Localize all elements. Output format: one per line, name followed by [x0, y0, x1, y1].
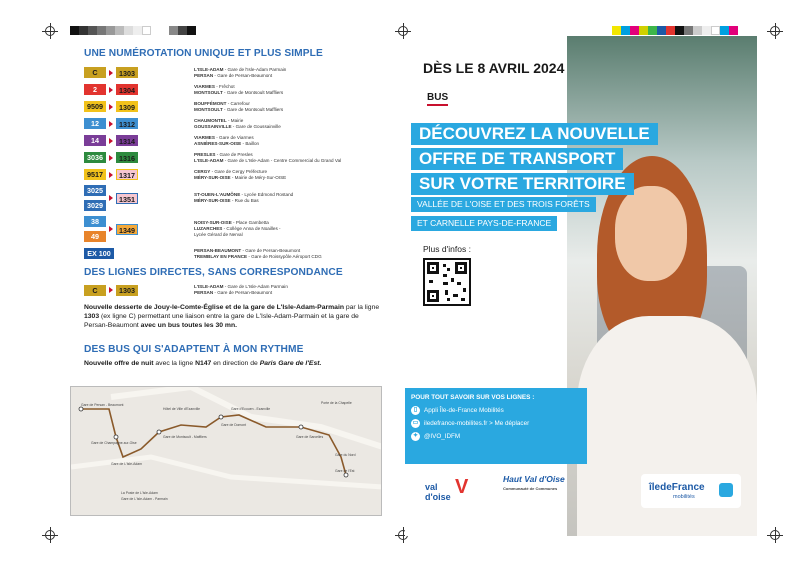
- line-stops: ST-OUEN-L'AUMÔNE - Lycée Edmond Rostand MÉRY-SUR-OISE - Rue du Bas: [194, 192, 294, 203]
- night-offer-text: Nouvelle offre de nuit avec la ligne N147 en direction de Paris Gare de l'Est.: [84, 360, 322, 367]
- new-line-badge: 1309: [116, 101, 138, 112]
- arrow-icon: [109, 195, 113, 201]
- map-label: Gare de Domont: [221, 423, 247, 427]
- line-row: [84, 117, 384, 131]
- info-box: [405, 388, 587, 464]
- headline-line: OFFRE DE TRANSPORT: [411, 148, 623, 170]
- map-label: Gare de Montsoult - Maffliers: [163, 435, 207, 439]
- new-line-badge: 1303: [116, 285, 138, 296]
- line-row: [84, 134, 384, 148]
- direct-stops: L'ISLE-ADAM - Gare de L'Isle-Adam Parmain PERSAN - Gare de Persan-Beaumont: [194, 284, 288, 296]
- line-stops: VIARMES - Gare de Viarmes ASNIÈRES-SUR-OISE - Baillon: [194, 134, 260, 146]
- crop-mark-bottom-left: [45, 530, 55, 540]
- arrow-icon: [109, 155, 113, 161]
- line-row: [84, 151, 384, 165]
- computer-icon: ▭: [412, 420, 419, 426]
- crop-mark-top-right: [770, 26, 780, 36]
- old-line-badge: 2: [84, 84, 106, 95]
- line-row: [84, 66, 384, 80]
- color-calibration-bar-left: [70, 26, 196, 35]
- map-label: La Poste de L'Isle-Adam: [121, 491, 158, 495]
- line-stops: CERGY - Gare de Cergy Préfecture MÉRY-SUR-OISE - Mairie de Méry-Sur-OISE: [194, 168, 287, 180]
- line-stops: CHAUMONTEL - Mairie GOUSSAINVILLE - Gare de Goussainville: [194, 117, 281, 129]
- map-label: Gare de l'Est: [335, 469, 355, 473]
- phone-icon: ▯: [411, 406, 420, 415]
- section-title-numbering: UNE NUMÉROTATION UNIQUE ET PLUS SIMPLE: [84, 48, 323, 59]
- twitter-icon: ✦: [412, 433, 419, 439]
- arrow-icon: [109, 287, 113, 293]
- new-line-badge: 1312: [116, 118, 138, 129]
- subheadline-line: VALLÉE DE L'OISE ET DES TROIS FORÊTS: [411, 197, 596, 212]
- website-link[interactable]: ▭ iledefrance-mobilites.fr > Me déplacer: [412, 420, 530, 427]
- old-line-badge: 12: [84, 118, 106, 129]
- map-label: Gare de Persan - Beaumont: [81, 403, 124, 407]
- direct-line-row: [84, 284, 384, 298]
- section-title-rhythm: DES BUS QUI S'ADAPTENT À MON RYTHME: [84, 344, 304, 355]
- old-line-badge: 9509: [84, 101, 106, 112]
- more-info-label: Plus d'infos :: [423, 244, 471, 254]
- line-stops: PERSAN-BEAUMONT - Gare de Persan-Beaumont TREMBLAY EN FRANCE - Gare de Roissypôle Aéroport CDG: [194, 247, 322, 259]
- old-line-badge: 49: [84, 231, 106, 242]
- line-row: [84, 247, 384, 261]
- color-calibration-bar-right: [612, 26, 738, 35]
- line-stops: PRESLES - Gare de Presles L'ISLE-ADAM - Gare de L'Isle-Adam - Centre Commercial du Grand Val: [194, 151, 342, 163]
- old-line-badge: C: [84, 67, 106, 78]
- arrow-icon: [109, 226, 113, 232]
- right-panel-cover: [405, 36, 757, 536]
- section-title-direct: DES LIGNES DIRECTES, SANS CORRESPONDANCE: [84, 266, 343, 278]
- new-line-badge: 1317: [116, 169, 138, 180]
- info-box-title: POUR TOUT SAVOIR SUR VOS LIGNES :: [411, 394, 535, 401]
- twitter-link[interactable]: ✦ @IVO_IDFM: [412, 433, 461, 440]
- new-line-badge: 1316: [116, 152, 138, 163]
- line-row: [84, 216, 384, 242]
- line-row: [84, 83, 384, 97]
- headline: [411, 123, 658, 198]
- arrow-icon: [109, 121, 113, 127]
- person-icon: [719, 483, 733, 497]
- line-stops: VIARMES - Frêchot MONTSOULT - Gare de Montsoult Maffliers: [194, 83, 284, 95]
- line-list: [84, 66, 384, 261]
- line-row: [84, 100, 384, 114]
- direct-description: Nouvelle desserte de Jouy-le-Comte-Église et de la gare de L'Isle-Adam-Parmain par la ligne 1303 (ex ligne C) permettant une liaison entre la gare de L'Isle-Adam-Parmain et la gare de Persan-Beaumont avec un bus toutes les 30 mn.: [84, 304, 380, 329]
- subheadline-line: ET CARNELLE PAYS-DE-FRANCE: [411, 216, 557, 231]
- arrow-icon: [109, 172, 113, 178]
- new-line-badge: 1303: [116, 67, 138, 78]
- old-line-badge: 38: [84, 216, 106, 227]
- iledefrance-mobilites-logo: îledeFrance mobilités: [641, 474, 741, 508]
- map-label: Gare de Champagne-sur-Oise: [91, 441, 137, 445]
- new-line-badge: 1349: [116, 224, 138, 235]
- woman-with-map-photo: [567, 36, 757, 536]
- map-label: Porte de la Chapelle: [321, 401, 352, 405]
- old-line-badge: C: [84, 285, 106, 296]
- old-line-badge: 3036: [84, 152, 106, 163]
- val-doise-logo: val d'oise V: [421, 472, 483, 510]
- map-label: Gare de L'Isle-Adam: [111, 462, 142, 466]
- new-line-badge: 1314: [116, 135, 138, 146]
- mode-label: BUS: [427, 92, 448, 106]
- map-label: Gare du Nord: [335, 453, 356, 457]
- subheadline: [411, 197, 596, 235]
- map-label: Gare de Sarcelles: [296, 435, 324, 439]
- old-line-badge: 9517: [84, 169, 106, 180]
- partner-logos: [421, 466, 731, 516]
- old-line-badge: EX 100: [84, 248, 114, 259]
- arrow-icon: [109, 87, 113, 93]
- haut-val-doise-logo: Haut Val d'Oise Communauté de Communes: [503, 474, 565, 491]
- crop-mark-bottom-right: [770, 530, 780, 540]
- arrow-icon: [109, 138, 113, 144]
- line-stops: BOUFFÉMONT - Carrefour MONTSOULT - Gare de Montsoult Maffliers: [194, 100, 284, 112]
- old-line-badge: 3029: [84, 200, 106, 211]
- qr-code-icon[interactable]: [423, 258, 471, 306]
- crop-mark-top-left: [45, 26, 55, 36]
- app-link[interactable]: ▯ Appli Île-de-France Mobilités: [411, 406, 581, 415]
- old-line-badge: 14: [84, 135, 106, 146]
- line-row: [84, 168, 384, 182]
- line-row: [84, 185, 384, 211]
- crop-mark-top-center: [398, 26, 408, 36]
- line-stops: L'ISLE-ADAM - Gare de l'Isle-Adam Parmain PERSAN - Gare de Persan-Beaumont: [194, 66, 287, 78]
- headline-line: SUR VOTRE TERRITOIRE: [411, 173, 634, 195]
- arrow-icon: [109, 104, 113, 110]
- new-line-badge: 1304: [116, 84, 138, 95]
- map-label: Hôtel de Ville d'Ezanville: [163, 407, 200, 411]
- old-line-badge: 3025: [84, 185, 106, 196]
- start-date: DÈS LE 8 AVRIL 2024: [423, 60, 565, 76]
- map-label: Gare d'Ecouen - Ezanville: [231, 407, 271, 411]
- route-map-n147: [70, 386, 382, 516]
- map-label: Gare de L'Isle-Adam - Parmain: [121, 497, 168, 501]
- headline-line: DÉCOUVREZ LA NOUVELLE: [411, 123, 658, 145]
- line-stops: NOISY-SUR-OISE - Place Gambetta LUZARCHES - Collège Anna de Noailles - Lycée Gérard de Nerval: [194, 220, 281, 237]
- left-panel: [84, 48, 384, 367]
- arrow-icon: [109, 70, 113, 76]
- new-line-badge: 1351: [116, 193, 138, 204]
